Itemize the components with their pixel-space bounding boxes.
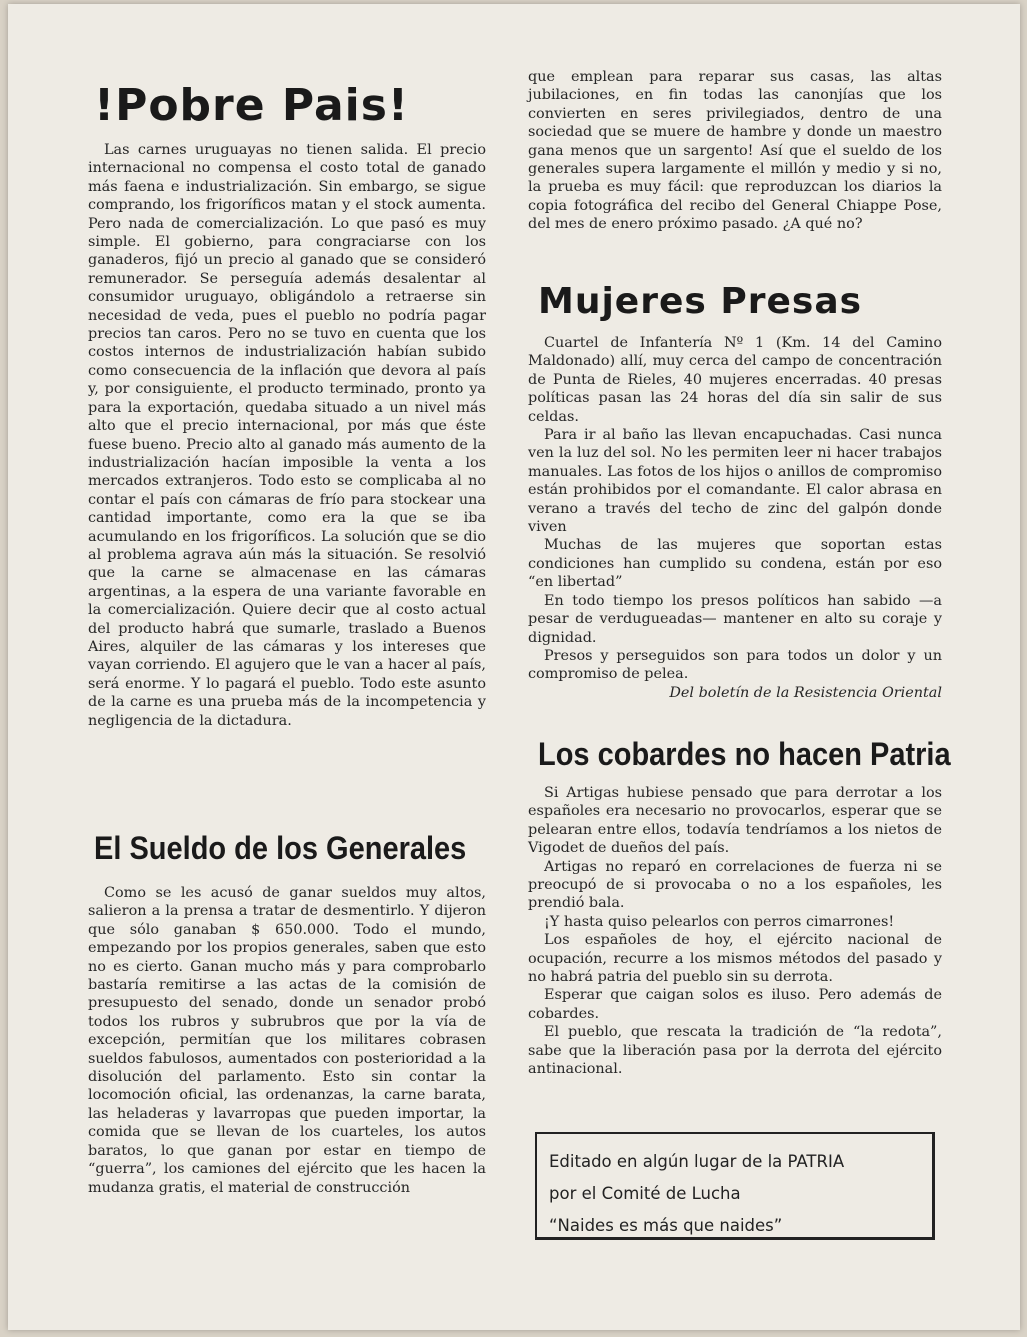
cobardes-paragraph: Artigas no reparó en correlaciones de fuerza ni se preocupó de si provocaba o no a los españoles, les prendió bala. — [528, 858, 942, 912]
sueldo-generales-title: El Sueldo de los Generales — [94, 831, 467, 867]
mujeres-presas-title: Mujeres Presas — [538, 281, 863, 322]
mujeres-paragraph: Muchas de las mujeres que soportan estas condiciones han cumplido su condena, están por eso “en libertad” — [528, 537, 942, 591]
mujeres-paragraph: Presos y perseguidos son para todos un dolor y un compromiso de pelea. — [528, 647, 942, 683]
cobardes-title: Los cobardes no hacen Patria — [538, 737, 951, 773]
cobardes-paragraph: El pueblo, que rescata la tradición de “la redota”, sabe que la liberación pasa por la derrota del ejército antinacional. — [528, 1024, 942, 1078]
mujeres-paragraph: Cuartel de Infantería Nº 1 (Km. 14 del Camino Maldonado) allí, muy cerca del campo de concentración de Punta de Rieles, 40 mujeres encerradas. 40 presas políticas pasan las 24 horas del día sin salir de sus celdas. — [528, 335, 942, 425]
mujeres-presas-body — [528, 334, 942, 702]
sueldo-generales-continuation: que emplean para reparar sus casas, las altas jubilaciones, en fin todas las canonjías que los convierten en seres privilegiados, dentro de una sociedad que se muere de hambre y donde un maestro gana menos que un sargento! Así que el sueldo de los generales supera largamente el millón y medio y si no, la prueba es muy fácil: que reproduzcan los diarios la copia fotográfica del recibo del General Chiappe Pose, del mes de enero próximo pasado. ¿A qué no? — [528, 69, 942, 233]
pobre-pais-title: !Pobre Pais! — [94, 80, 409, 131]
mujeres-credit: Del boletín de la Resistencia Oriental — [669, 684, 942, 701]
imprint-line-1: Editado en algún lugar de la PATRIA — [549, 1152, 845, 1171]
cobardes-paragraph: ¡Y hasta quiso pelearlos con perros cimarrones! — [544, 913, 895, 930]
cobardes-paragraph: Esperar que caigan solos es iluso. Pero además de cobardes. — [528, 987, 942, 1022]
pobre-pais-body: Las carnes uruguayas no tienen salida. El precio internacional no compensa el costo total de ganado más faena e industrialización. Sin embargo, se sigue comprando, los frigoríficos matan y el stock aumenta. Pero nada de comercialización. Lo que pasó es muy simple. El gobierno, para congraciarse con los ganaderos, fijó un precio al ganado que se consideró remunerador. Se perseguía además desalentar al consumidor uruguayo, obligándolo a retraerse sin necesidad de veda, pues el pueblo no podría pagar precios tan caros. Pero no se tuvo en cuenta que los costos internos de industrialización habían subido como consecuencia de la inflación que devora al país y, por consiguiente, el producto terminado, pronto ya para la exportación, quedaba situado a un nivel más alto que el precio internacional, por más que éste fuese bueno. Precio alto al ganado más aumento de la industrialización hacían imposible la venta a los mercados extranjeros. Todo esto se complicaba al no contar el país con cámaras de frío para stockear una cantidad importante, como era la que se iba acumulando en los frigoríficos. La solución que se dio al problema agrava aún más la situación. Se resolvió que la carne se almacenase en las cámaras argentinas, a la espera de una variante favorable en la comercialización. Quiere decir que al costo actual del producto habrá que sumarle, traslado a Buenos Aires, alquiler de las cámaras y los intereses que vayan corriendo. El agujero que le van a hacer al país, será enorme. Y lo pagará el pueblo. Todo este asunto de la carne es una prueba más de la incompetencia y negligencia de la dictadura. — [88, 142, 486, 729]
cobardes-paragraph: Los españoles de hoy, el ejército nacional de ocupación, recurre a los mismos métodos del pasado y no habrá patria del pueblo sin su derrota. — [528, 932, 942, 986]
newsletter-page — [8, 4, 1020, 1330]
sueldo-generales-body: Como se les acusó de ganar sueldos muy altos, salieron a la prensa a tratar de desmentirlo. Y dijeron que sólo ganaban $ 650.000. Todo el mundo, empezando por los propios generales, saben que esto no es cierto. Ganan mucho más y para comprobarlo bastaría remitirse a las actas de la comisión de presupuesto del senado, donde un senador probó todos los rubros y subrubros que por la vía de excepción, permitían que los militares cobrasen sueldos fabulosos, aumentados con posterioridad a la disolución del parlamento. Esto sin contar la locomoción oficial, las ordenanzas, la carne barata, las heladeras y lavarropas que pueden importar, la comida que se llevan de los cuarteles, los autos baratos, lo que ganan por estar en tiempo de “guerra”, los camiones del ejército que les hacen la mudanza gratis, el material de construcción — [88, 885, 486, 1196]
imprint-line-3: “Naides es más que naides” — [549, 1216, 783, 1235]
mujeres-paragraph: Para ir al baño las llevan encapuchadas. Casi nunca ven la luz del sol. No les permiten leer ni hacer trabajos manuales. Las fotos de los hijos o anillos de compromiso están prohibidos por el comandante. El calor abrasa en verano a través del techo de zinc del galpón donde viven — [528, 427, 942, 536]
cobardes-paragraph: Si Artigas hubiese pensado que para derrotar a los españoles era necesario no provocarlos, esperar que se pelearan entre ellos, todavía tendríamos a los nietos de Vigodet de dueños del país. — [528, 785, 942, 857]
mujeres-paragraph: En todo tiempo los presos políticos han sabido —a pesar de verdugueadas— mantener en alto su coraje y dignidad. — [528, 592, 942, 646]
imprint-line-2: por el Comité de Lucha — [549, 1184, 741, 1203]
imprint-box — [535, 1132, 935, 1240]
cobardes-body — [528, 784, 942, 1079]
